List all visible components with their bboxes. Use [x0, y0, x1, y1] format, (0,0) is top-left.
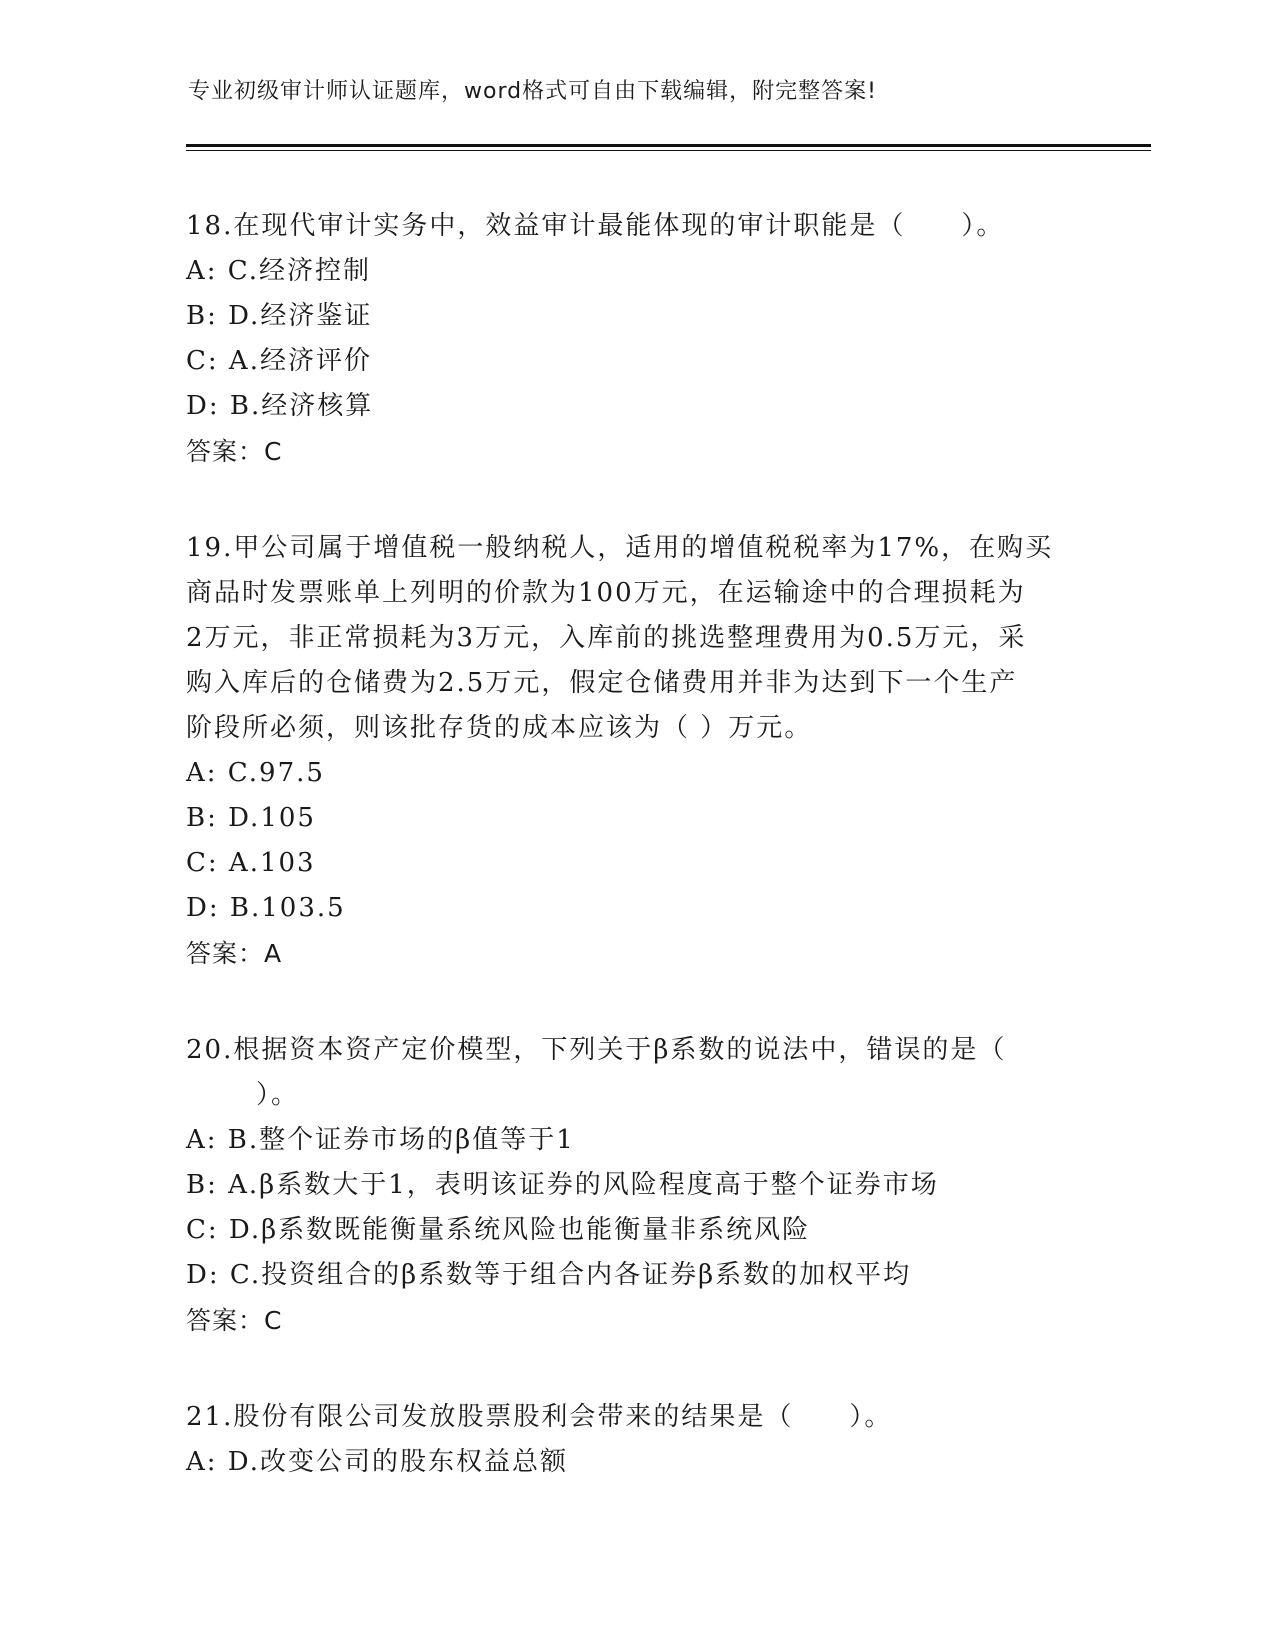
option-c: C: A.103: [186, 848, 316, 878]
stem-line: 19.甲公司属于增值税一般纳税人，适用的增值税税率为17%，在购买: [186, 533, 1054, 563]
stem-line: 2万元，非正常损耗为3万元，入库前的挑选整理费用为0.5万元，采: [186, 623, 1027, 653]
option-a: A: C.经济控制: [186, 256, 372, 286]
question-gap: [186, 976, 1086, 1028]
question-list: [186, 204, 1086, 1485]
option-c: C: A.经济评价: [186, 346, 372, 376]
option-d: D: B.103.5: [186, 893, 346, 923]
option-b: B: D.经济鉴证: [186, 301, 373, 331]
option-a: A: C.97.5: [186, 758, 325, 788]
stem-line: 20.根据资本资产定价模型，下列关于β系数的说法中，错误的是（: [186, 1035, 1007, 1065]
option-b: B: D.105: [186, 803, 316, 833]
answer: 答案：A: [186, 939, 283, 968]
question-stem: [186, 204, 1086, 249]
question-gap: [186, 474, 1086, 526]
question-stem: [186, 1028, 1086, 1118]
question-gap: [186, 1343, 1086, 1395]
answer: 答案：C: [186, 437, 283, 466]
header-rule-thick: [186, 144, 1151, 147]
header-rule-thin: [186, 150, 1151, 151]
question-21: [186, 1395, 1086, 1485]
option-a: A: D.改变公司的股东权益总额: [186, 1447, 568, 1477]
option-d: D: C.投资组合的β系数等于组合内各证券β系数的加权平均: [186, 1260, 912, 1290]
page-header: 专业初级审计师认证题库，word格式可自由下载编辑，附完整答案!: [188, 79, 877, 104]
stem-line: 阶段所必须，则该批存货的成本应该为（ ）万元。: [186, 713, 813, 743]
stem-line: 购入库后的仓储费为2.5万元，假定仓储费用并非为达到下一个生产: [186, 668, 1018, 698]
option-b: B: A.β系数大于1，表明该证券的风险程度高于整个证券市场: [186, 1170, 939, 1200]
option-d: D: B.经济核算: [186, 391, 374, 421]
option-a: A: B.整个证券市场的β值等于1: [186, 1125, 575, 1155]
stem-line: ）。: [256, 1080, 300, 1110]
answer: 答案：C: [186, 1306, 283, 1335]
stem-line: 21.股份有限公司发放股票股利会带来的结果是（ ）。: [186, 1402, 893, 1432]
question-stem: [186, 526, 1086, 751]
question-20: [186, 1028, 1086, 1343]
stem-line: 18.在现代审计实务中，效益审计最能体现的审计职能是（ ）。: [186, 211, 1005, 241]
question-18: [186, 204, 1086, 474]
option-c: C: D.β系数既能衡量系统风险也能衡量非系统风险: [186, 1215, 811, 1245]
question-stem: [186, 1395, 1086, 1440]
stem-line: 商品时发票账单上列明的价款为100万元，在运输途中的合理损耗为: [186, 578, 1026, 608]
question-19: [186, 526, 1086, 976]
